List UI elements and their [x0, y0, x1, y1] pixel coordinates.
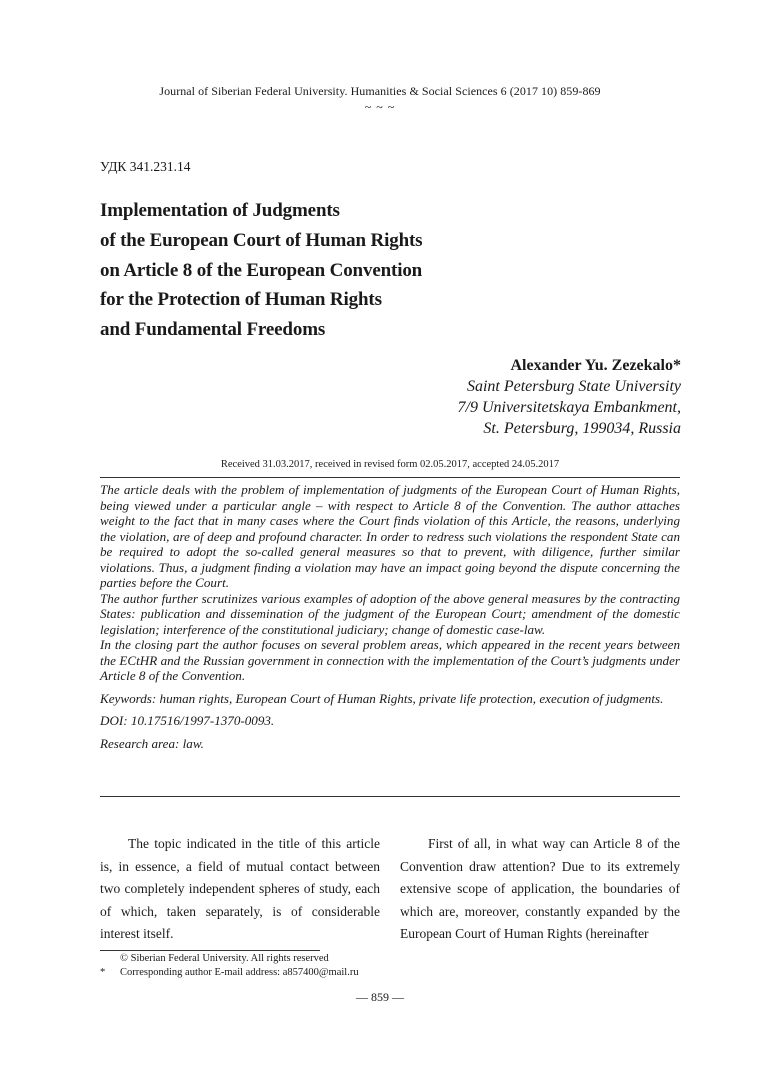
abstract — [100, 482, 680, 751]
keywords: Keywords: human rights, European Court of Human Rights, private life protection, execution of judgments. — [100, 690, 664, 706]
title-line: for the Protection of Human Rights — [100, 289, 382, 311]
abstract-paragraph: The article deals with the problem of implementation of judgments of the European Court of Human Rights, being viewed under a particular angle – with respect to Article 8 of the Convention. The author attaches weight to the fact that in many cases where the Court finds violation of this Article, the reasons, underlying the violation, are of deep and profound character. In order to redress such violations the respondent State can be required to adopt the so-called general measures so that to prevent, with diligence, further similar violations. Thus, a judgment finding a violation may have an impact going beyond the dispute concerning the parties before the Court. — [100, 482, 680, 590]
abstract-bottom-rule — [100, 796, 680, 797]
udk-code: УДК 341.231.14 — [100, 159, 191, 174]
corresponding-email: Corresponding author E-mail address: a857400@mail.ru — [120, 967, 359, 978]
research-area: Research area: law. — [100, 735, 204, 751]
footnote-rule — [100, 950, 320, 951]
article-title — [100, 196, 480, 345]
footnote-asterisk: * — [100, 967, 106, 978]
title-line: and Fundamental Freedoms — [100, 319, 326, 341]
journal-header: Journal of Siberian Federal University. Humanities & Social Sciences 6 (2017 10) 859-869 — [159, 84, 601, 98]
author-affiliation: Saint Petersburg State University — [466, 378, 681, 395]
author-block — [458, 355, 682, 439]
author-name: Alexander Yu. Zezekalo* — [510, 357, 681, 374]
body-column-left: The topic indicated in the title of this article is, in essence, a field of mutual contact between two completely independent spheres of study, each of which, taken separately, is of considerable interest itself. — [100, 836, 380, 942]
header-ornament: ~ ~ ~ — [364, 100, 396, 114]
body-column-right: First of all, in what way can Article 8 of the Convention draw attention? Due to its extremely extensive scope of application, the boundaries of which are, moreover, constantly expanded by the European Court of Human Rights (hereinafter — [400, 836, 680, 942]
received-dates: Received 31.03.2017, received in revised form 02.05.2017, accepted 24.05.2017 — [220, 459, 560, 470]
title-line: on Article 8 of the European Convention — [100, 259, 423, 281]
abstract-top-rule — [100, 477, 680, 478]
abstract-paragraph: The author further scrutinizes various examples of adoption of the above general measures by the contracting States: publication and dissemination of the judgment of the European Court; amendment of the domestic legislation; interference of the constitutional judiciary; change of domestic case-law. — [100, 590, 680, 637]
footnote-copyright — [100, 952, 329, 966]
author-address-city: St. Petersburg, 199034, Russia — [483, 420, 681, 437]
title-line: Implementation of Judgments — [100, 200, 340, 221]
abstract-paragraph: In the closing part the author focuses on several problem areas, which appeared in the recent years between the ECtHR and the Russian government in connection with the implementation of the Court’s judgments under Article 8 of the Convention. — [100, 637, 680, 683]
author-address-street: 7/9 Universitetskaya Embankment, — [457, 399, 681, 416]
copyright-text: © Siberian Federal University. All rights reserved — [120, 953, 329, 964]
doi: DOI: 10.17516/1997-1370-0093. — [100, 713, 275, 728]
footnote-corresponding — [100, 966, 359, 980]
page-number: — 859 — — [356, 990, 404, 1004]
title-line: of the European Court of Human Rights — [100, 229, 423, 251]
